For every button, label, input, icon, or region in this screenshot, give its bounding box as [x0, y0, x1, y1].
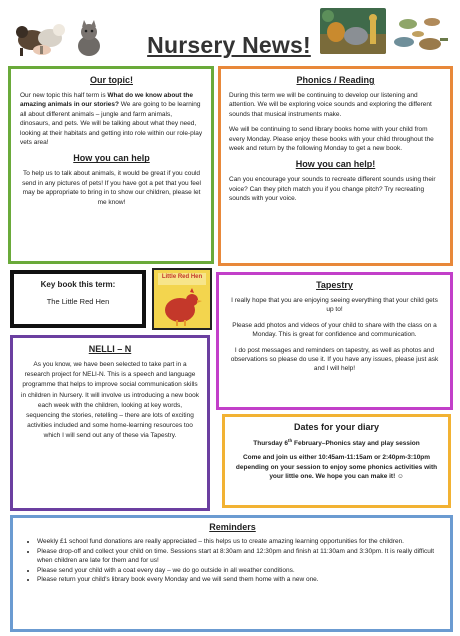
- dinosaurs-image: [388, 10, 452, 58]
- reminders-box: [10, 515, 453, 632]
- tapestry-text-2: Please add photos and videos of your child to share with the class on a Monday. This is great for confidence and communication.: [232, 321, 437, 339]
- list-item: • Please send your child with a coat every day – we do go outside in all weather conditions.: [37, 566, 440, 576]
- page-title: Nursery News!: [147, 32, 311, 58]
- phonics-help-text: Can you encourage your sounds to recreate different sounds using their voice? Can they pitch match you if you change pitch? Try recreating sounds with your voice.: [229, 176, 436, 203]
- tapestry-box: [216, 272, 453, 410]
- diary-heading: Dates for your diary: [293, 422, 380, 432]
- list-item: • Weekly £1 school fund donations are really appreciated – this helps us to create amazing learning opportunities for the children.: [37, 537, 440, 547]
- book-cover-image: [152, 268, 212, 330]
- list-item: • Please return your child's library book every Monday and we will send them home with a new one.: [37, 575, 440, 585]
- nelli-text: As you know, we have been selected to take part in a research project for NELI-N. This is a speech and language programme that helps to improve social communication skills in children in Nursery. It will involve us introducing a new book each week with the children, looking at key words, sequencing the stories, retelling – there are lots of exciting activities included and some home-learning resources too which I will send out any of these via Tapestry.: [21, 361, 199, 440]
- topic-box: [8, 66, 214, 264]
- keybook-box: [10, 270, 146, 328]
- keybook-title: The Little Red Hen: [46, 297, 110, 306]
- tapestry-heading: Tapestry: [316, 280, 353, 290]
- farm-animals-image: [12, 10, 70, 58]
- reminders-heading: Reminders: [209, 522, 256, 532]
- diary-box: [222, 414, 451, 508]
- topic-help-heading: How you can help: [73, 153, 150, 164]
- phonics-help-heading: How you can help!: [295, 159, 376, 170]
- diary-text: Come and join us either 10:45am-11:15am or 2:40pm-3:10pm depending on your session to enjoy some phonics activities with your little one. We hope you can make it! ☺: [235, 454, 438, 481]
- diary-date: Thursday 6th February–Phonics stay and play session: [253, 438, 420, 448]
- phonics-box: [218, 66, 453, 266]
- nelli-heading: NELLI – N: [88, 344, 132, 354]
- nelli-box: [10, 335, 210, 511]
- list-item: • Please drop-off and collect your child on time. Sessions start at 8:30am and 12:30pm and finish at 11:30am and 3:30pm. It is really difficult when children are late for them and for us!: [37, 547, 440, 566]
- tapestry-text-1: I really hope that you are enjoying seeing everything that your child gets up to!: [231, 297, 438, 314]
- tapestry-text-3: I do post messages and reminders on tapestry, as well as photos and observations so please do use it. If you have any issues, please just ask and I will help!: [230, 346, 439, 373]
- phonics-text-1: During this term we will be continuing to develop our listening and attention. We will be exploring voice sounds and exploring the different sounds that musical instruments make.: [229, 92, 432, 118]
- topic-help-text: To help us to talk about animals, it would be great if you could send in any pictures of pets! If you have got a pet that you feel may be appropriate to bring in to show our children, please let me know!: [22, 170, 201, 206]
- phonics-text-2: We will be continuing to send library books home with your child from every Monday. Please enjoy these books with your child throughout the week and return by the following Monday to get a new book.: [229, 126, 434, 153]
- topic-heading: Our topic!: [90, 75, 133, 85]
- jungle-animals-image: [320, 8, 386, 54]
- book-cover-title: Little Red Hen: [161, 274, 203, 280]
- topic-intro: Our new topic this half term is What do we know about the amazing animals in our stories? We are going to be learning all about different animals – jungle and farm animals, dinosaurs, and pets. We will be talking about what they need, looking at their habitats and getting into role within our role-play vets area!: [20, 92, 203, 147]
- cat-image: [72, 18, 106, 58]
- reminders-list: [25, 537, 440, 585]
- phonics-heading: Phonics / Reading: [296, 75, 375, 85]
- keybook-heading: Key book this term:: [40, 280, 116, 289]
